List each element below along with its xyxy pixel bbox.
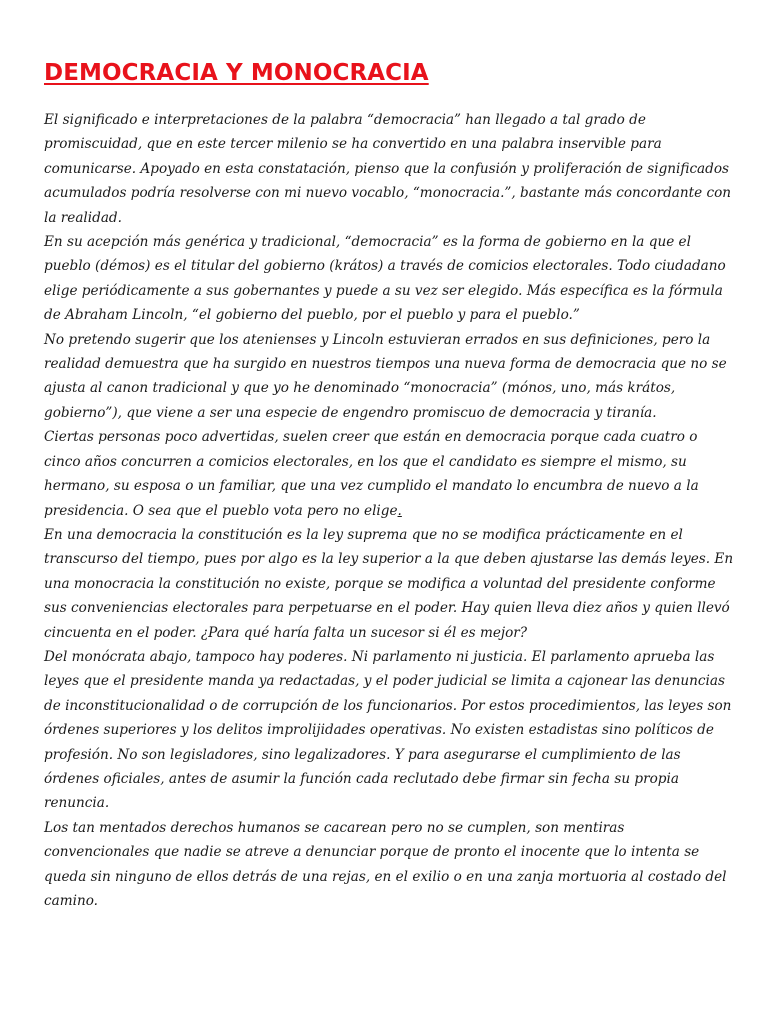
- paragraph: El significado e interpretaciones de la palabra “democracia” han llegado a tal grado de promiscuidad, que en este tercer milenio se ha convertido en una palabra inservible para comunicarse. Apoyado en esta constatación, pienso que la confusión y proliferación de significados acumulados podría resolverse con mi nuevo vocablo, “monocracia.”, bastante más concordante con la realidad.: [44, 112, 732, 226]
- paragraph: En una democracia la constitución es la ley suprema que no se modifica prácticamente en el transcurso del tiempo, pues por algo es la ley superior a la que deben ajustarse las demás leyes. En una monocracia la constitución no existe, porque se modifica a voluntad del presidente conforme sus conveniencias electorales para perpetuarse en el poder. Hay quien lleva diez años y quien llevó cincuenta en el poder. ¿Para qué haría falta un sucesor si él es mejor?: [44, 526, 734, 641]
- document-title: DEMOCRACIA Y MONOCRACIA: [44, 60, 429, 86]
- document-page: [44, 60, 734, 913]
- paragraph-text: Ciertas personas poco advertidas, suelen creer que están en democracia porque cada cuatro o cinco años concurren a comicios electorales, en los que el candidato es siempre el mismo, su hermano, su esposa o un familiar, que una vez cumplido el mandato lo encumbra de nuevo a la presidencia. O sea que el pueblo vota pero no elige: [44, 429, 699, 519]
- paragraph: En su acepción más genérica y tradicional, “democracia” es la forma de gobierno en la que el pueblo (démos) es el titular del gobierno (krátos) a través de comicios electorales. Todo ciudadano elige periódicamente a sus gobernantes y puede a su vez ser elegido. Más específica es la fórmula de Abraham Lincoln, “el gobierno del pueblo, por el pueblo y para el pueblo.”: [44, 234, 726, 324]
- paragraph: Los tan mentados derechos humanos se cacarean pero no se cumplen, son mentiras convencionales que nadie se atreve a denunciar porque de pronto el inocente que lo intenta se queda sin ninguno de ellos detrás de una rejas, en el exilio o en una zanja mortuoria al costado del camino.: [44, 819, 727, 909]
- paragraph: [44, 425, 734, 523]
- paragraph: Del monócrata abajo, tampoco hay poderes. Ni parlamento ni justicia. El parlamento aprueba las leyes que el presidente manda ya redactadas, y el poder judicial se limita a cajonear las denuncias de inconstitucionalidad o de corrupción de los funcionarios. Por estos procedimientos, las leyes son órdenes superiores y los delitos improlijidades operativas. No existen estadistas sino políticos de profesión. No son legisladores, sino legalizadores. Y para asegurarse el cumplimiento de las órdenes oficiales, antes de asumir la función cada reclutado debe firmar sin fecha su propia renuncia.: [44, 648, 732, 812]
- document-body: [44, 108, 734, 913]
- paragraph-end-mark: .: [397, 502, 402, 519]
- paragraph: No pretendo sugerir que los atenienses y Lincoln estuvieran errados en sus definiciones, pero la realidad demuestra que ha surgido en nuestros tiempos una nueva forma de democracia que no se ajusta al canon tradicional y que yo he denominado “monocracia” (mónos, uno, más krátos, gobierno”), que viene a ser una especie de engendro promiscuo de democracia y tiranía.: [44, 331, 727, 421]
